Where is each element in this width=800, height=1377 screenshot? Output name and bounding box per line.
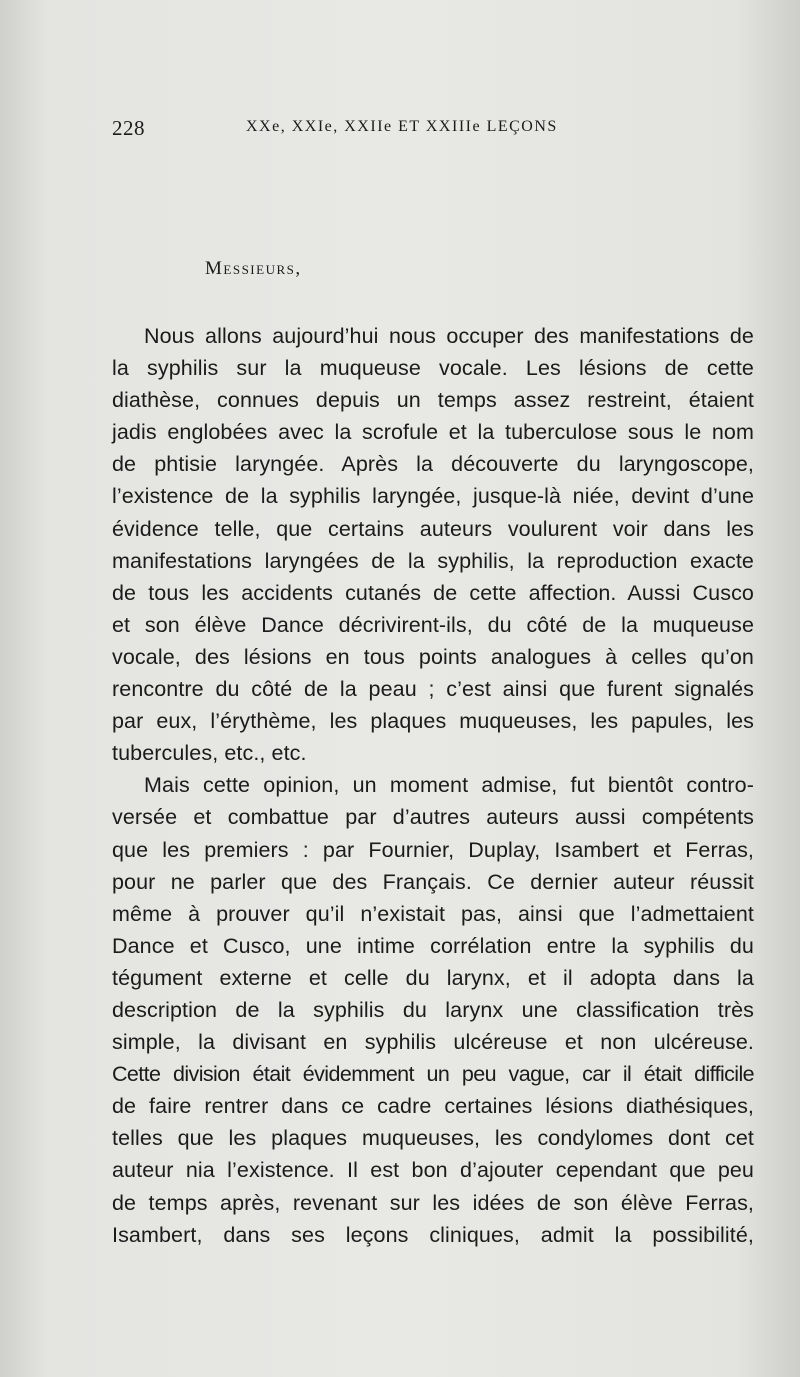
text-line: de temps après, revenant sur les idées de son élève Ferras, xyxy=(112,1190,754,1215)
text-line: auteur nia l’existence. Il est bon d’ajouter cependant que peu xyxy=(112,1158,754,1183)
running-head xyxy=(112,116,652,140)
text-line: diathèse, connues depuis un temps assez restreint, étaient xyxy=(112,388,754,413)
text-line: Cette division était évidemment un peu vague, car il était difficile xyxy=(112,1062,754,1087)
text-line: telles que les plaques muqueuses, les condylomes dont cet xyxy=(112,1126,754,1151)
text-line: Isambert, dans ses leçons cliniques, admit la possibilité, xyxy=(112,1222,754,1247)
text-line: simple, la divisant en syphilis ulcéreuse et non ulcéreuse. xyxy=(112,1030,754,1055)
text-line: par eux, l’érythème, les plaques muqueuses, les papules, les xyxy=(112,709,754,734)
page-number: 228 xyxy=(112,116,145,140)
text-line: évidence telle, que certains auteurs voulurent voir dans les xyxy=(112,516,754,541)
text-line: manifestations laryngées de la syphilis, la reproduction exacte xyxy=(112,548,754,573)
text-line: l’existence de la syphilis laryngée, jusque-là niée, devint d’une xyxy=(112,484,754,509)
salutation: Messieurs, xyxy=(205,258,302,279)
text-line: jadis englobées avec la scrofule et la tuberculose sous le nom xyxy=(112,420,754,445)
text-line: de faire rentrer dans ce cadre certaines lésions diathésiques, xyxy=(112,1094,754,1119)
text-line: de tous les accidents cutanés de cette affection. Aussi Cusco xyxy=(112,580,754,605)
text-line: tégument externe et celle du larynx, et il adopta dans la xyxy=(112,965,754,990)
text-line: de phtisie laryngée. Après la découverte du laryngoscope, xyxy=(112,452,754,477)
text-line: que les premiers : par Fournier, Duplay, Isambert et Ferras, xyxy=(112,837,754,862)
text-line: vocale, des lésions en tous points analogues à celles qu’on xyxy=(112,644,754,669)
running-title: XXe, XXIe, XXIIe ET XXIIIe LEÇONS xyxy=(246,118,558,135)
text-line: même à prouver qu’il n’existait pas, ainsi que l’admettaient xyxy=(112,901,754,926)
text-line: Mais cette opinion, un moment admise, fut bientôt contro- xyxy=(144,773,754,798)
text-line: pour ne parler que des Français. Ce dernier auteur réussit xyxy=(112,869,754,894)
text-line: description de la syphilis du larynx une classification très xyxy=(112,997,754,1022)
text-line: la syphilis sur la muqueuse vocale. Les lésions de cette xyxy=(112,356,754,381)
text-line: Nous allons aujourd’hui nous occuper des manifestations de xyxy=(144,324,754,348)
text-line: versée et combattue par d’autres auteurs aussi compétents xyxy=(112,805,754,830)
text-line: tubercules, etc., etc. xyxy=(112,741,307,766)
text-line: Dance et Cusco, une intime corrélation entre la syphilis du xyxy=(112,933,754,958)
body-text xyxy=(112,320,754,1251)
text-line: et son élève Dance décrivirent-ils, du côté de la muqueuse xyxy=(112,612,754,637)
text-line: rencontre du côté de la peau ; c’est ainsi que furent signalés xyxy=(112,677,754,702)
